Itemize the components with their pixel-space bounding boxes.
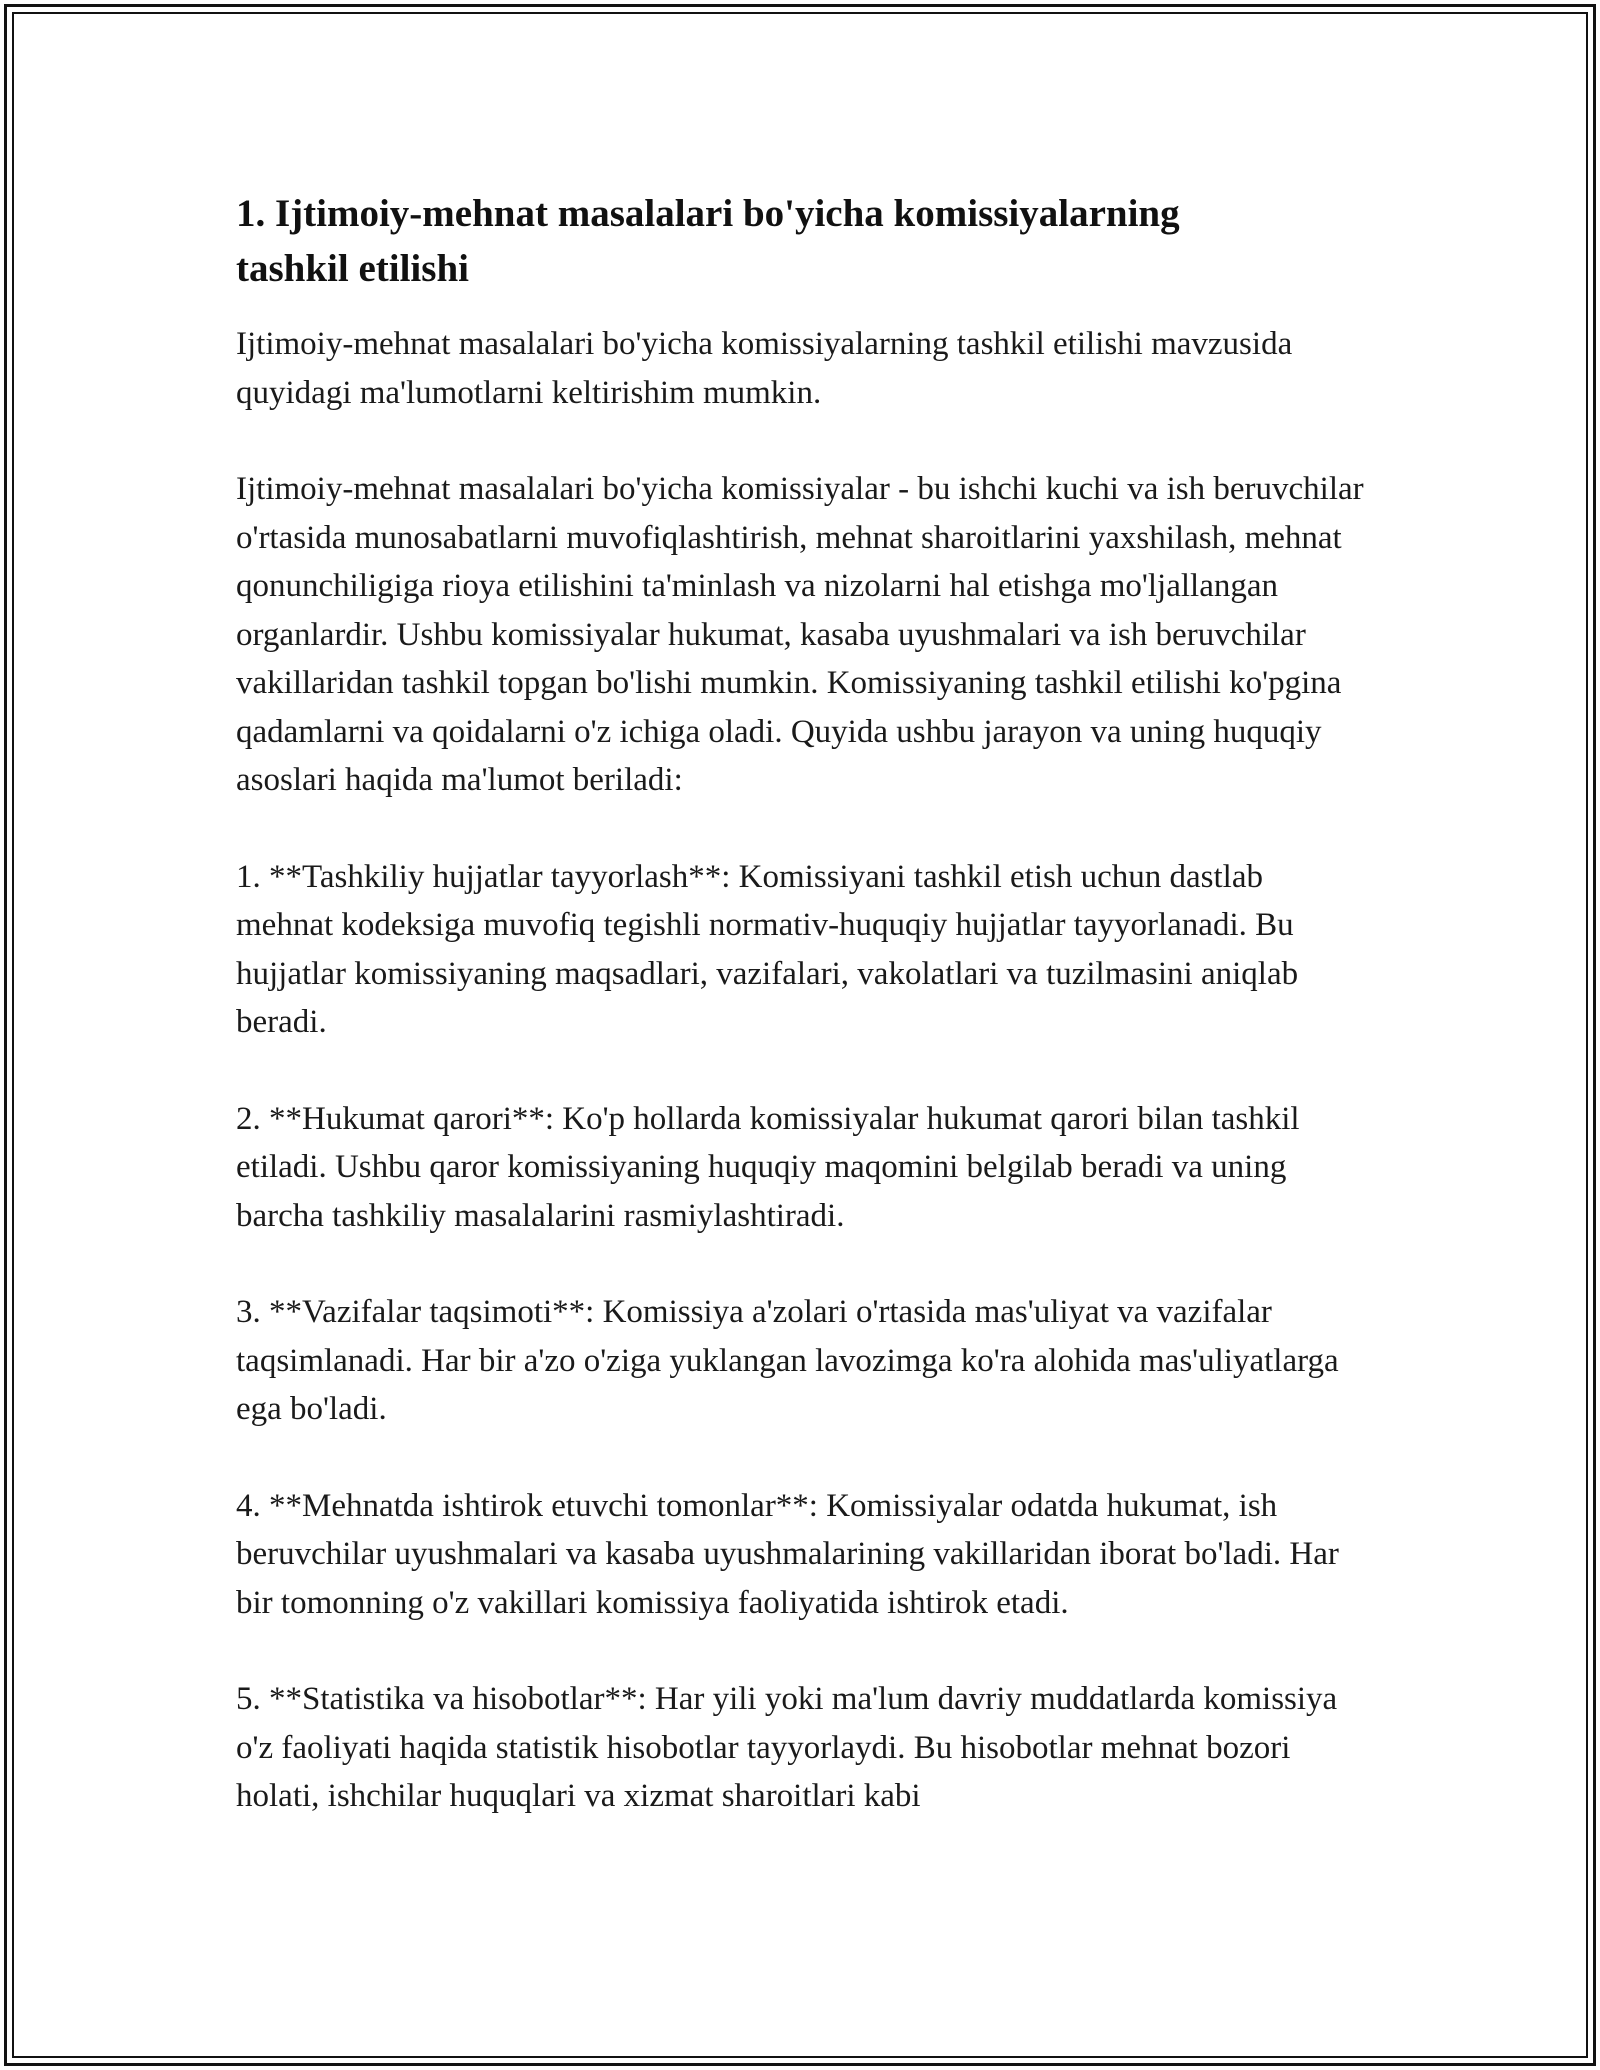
list-item-1: 1. **Tashkiliy hujjatlar tayyorlash**: Komissiyani tashkil etish uchun dastlab mehnat kodeksiga muvofiq tegishli normativ-huquqiy hujjatlar tayyorlanadi. Bu hujjatlar komissiyaning maqsadlari, vazifalari, vakolatlari va tuzilmasini aniqlab beradi. <box>236 858 1299 1040</box>
document-title-line-2: tashkil etilishi <box>236 247 469 290</box>
document-title-line-1: 1. Ijtimoiy-mehnat masalalari bo'yicha komissiyalarning <box>236 192 1180 235</box>
document-body <box>236 186 1366 1821</box>
document-title <box>236 186 1366 296</box>
list-item-3: 3. **Vazifalar taqsimoti**: Komissiya a'zolari o'rtasida mas'uliyat va vazifalar taqsimlanadi. Har bir a'zo o'ziga yuklangan lavozimga ko'ra alohida mas'uliyatlarga ega bo'ladi. <box>236 1294 1339 1427</box>
list-item-2: 2. **Hukumat qarori**: Ko'p hollarda komissiyalar hukumat qarori bilan tashkil etiladi. Ushbu qaror komissiyaning huquqiy maqomini belgilab beradi va uning barcha tashkiliy masalalarini rasmiylashtiradi. <box>236 1100 1300 1234</box>
list-item-4: 4. **Mehnatda ishtirok etuvchi tomonlar**: Komissiyalar odatda hukumat, ish beruvchilar uyushmalari va kasaba uyushmalarining vakillaridan iborat bo'ladi. Har bir tomonning o'z vakillari komissiya faoliyatida ishtirok etadi. <box>236 1487 1339 1621</box>
definition-paragraph: Ijtimoiy-mehnat masalalari bo'yicha komissiyalar - bu ishchi kuchi va ish beruvchilar o'rtasida munosabatlarni muvofiqlashtirish, mehnat sharoitlarini yaxshilash, mehnat qonunchiligiga rioya etilishini ta'minlash va nizolarni hal etishga mo'ljallangan organlardir. Ushbu komissiyalar hukumat, kasaba uyushmalari va ish beruvchilar vakillaridan tashkil topgan bo'lishi mumkin. Komissiyaning tashkil etilishi ko'pgina qadamlarni va qoidalarni o'z ichiga oladi. Quyida ushbu jarayon va uning huquqiy asoslari haqida ma'lumot beriladi: <box>236 471 1364 798</box>
intro-paragraph: Ijtimoiy-mehnat masalalari bo'yicha komissiyalarning tashkil etilishi mavzusida quyidagi ma'lumotlarni keltirishim mumkin. <box>236 326 1293 411</box>
list-item-5: 5. **Statistika va hisobotlar**: Har yili yoki ma'lum davriy muddatlarda komissiya o'z faoliyati haqida statistik hisobotlar tayyorlaydi. Bu hisobotlar mehnat bozori holati, ishchilar huquqlari va xizmat sharoitlari kabi <box>236 1681 1338 1814</box>
